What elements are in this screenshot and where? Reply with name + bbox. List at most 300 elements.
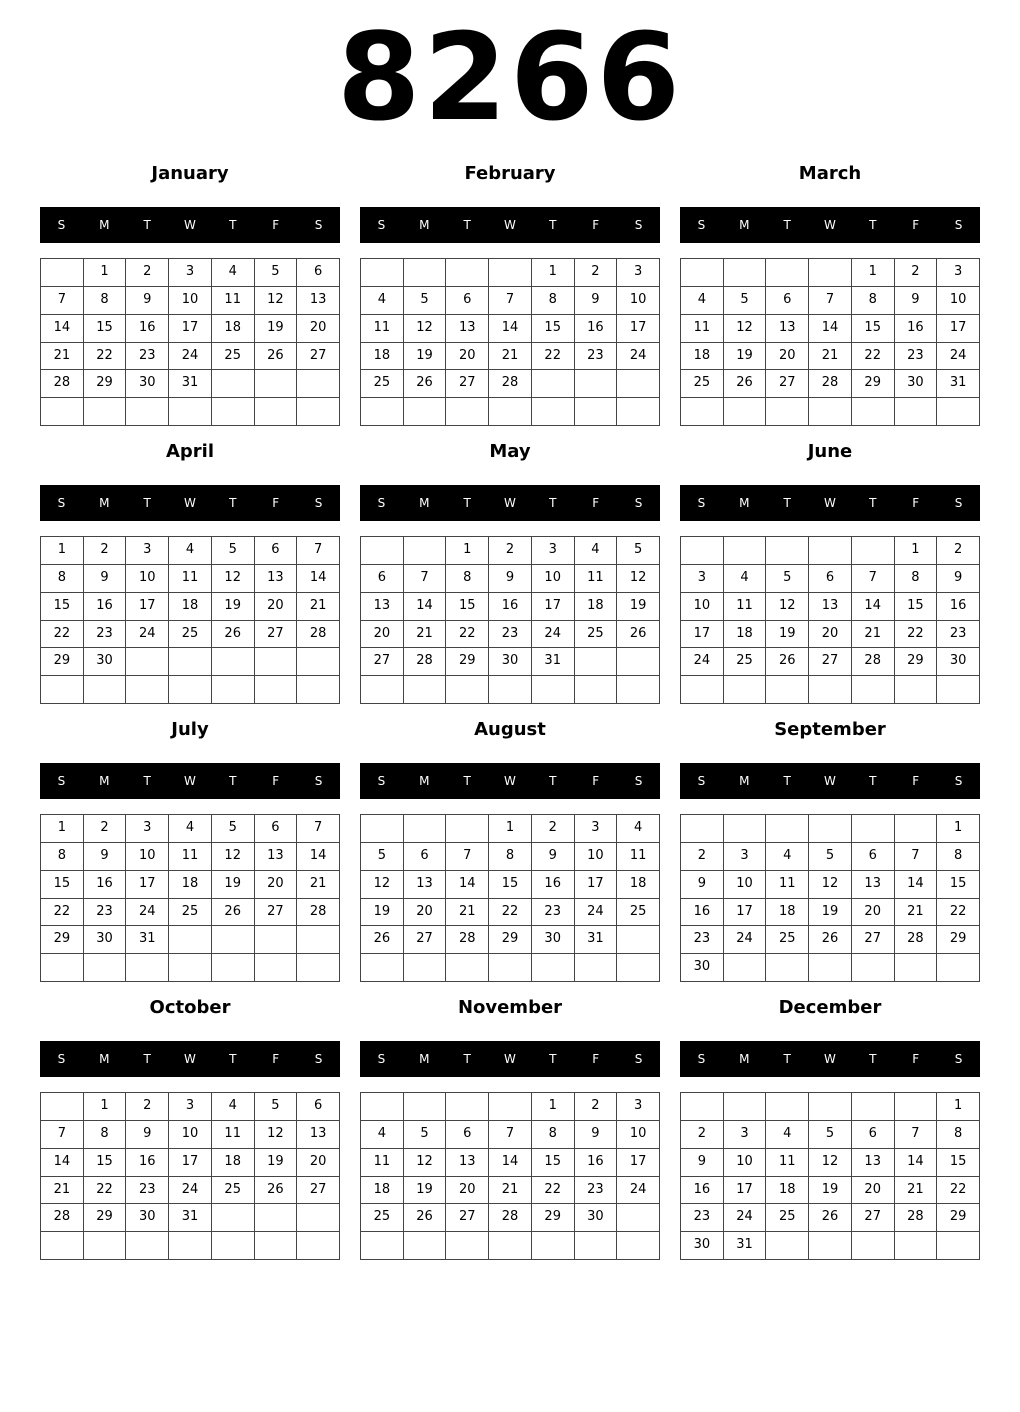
day-cell: 14 [489, 315, 532, 343]
month-name: June [807, 441, 853, 462]
day-grid [40, 1092, 340, 1260]
empty-day-cell [169, 676, 212, 704]
weekday-label: S [377, 496, 386, 510]
day-cell: 15 [532, 315, 575, 343]
empty-day-cell [404, 676, 447, 704]
weekday-label: T [229, 774, 237, 788]
weekday-label: S [314, 496, 323, 510]
day-cell: 4 [766, 1121, 809, 1149]
day-cell: 19 [361, 899, 404, 927]
day-cell: 27 [404, 926, 447, 954]
day-grid [360, 258, 660, 426]
day-cell: 10 [575, 843, 618, 871]
day-cell: 3 [937, 259, 980, 287]
empty-day-cell [852, 398, 895, 426]
empty-day-cell [255, 1204, 298, 1232]
day-cell: 4 [361, 287, 404, 315]
day-cell: 26 [404, 1204, 447, 1232]
day-cell: 15 [489, 871, 532, 899]
day-cell: 19 [766, 621, 809, 649]
weekday-label: W [184, 218, 196, 232]
empty-day-cell [617, 648, 660, 676]
day-cell: 3 [724, 843, 767, 871]
day-cell: 24 [169, 343, 212, 371]
day-cell: 25 [361, 1204, 404, 1232]
day-cell: 3 [575, 815, 618, 843]
empty-day-cell [297, 676, 340, 704]
day-cell: 4 [766, 843, 809, 871]
day-cell: 9 [937, 565, 980, 593]
day-grid [40, 258, 340, 426]
day-cell: 14 [404, 593, 447, 621]
month-july [40, 716, 340, 986]
empty-day-cell [809, 954, 852, 982]
weekday-label: T [783, 496, 791, 510]
day-cell: 26 [212, 899, 255, 927]
day-cell: 9 [681, 871, 724, 899]
day-cell: 25 [766, 926, 809, 954]
day-cell: 30 [84, 926, 127, 954]
day-cell: 29 [84, 1204, 127, 1232]
day-cell: 29 [41, 926, 84, 954]
day-cell: 24 [937, 343, 980, 371]
day-cell: 1 [895, 537, 938, 565]
day-cell: 28 [41, 370, 84, 398]
empty-day-cell [809, 815, 852, 843]
empty-day-cell [41, 954, 84, 982]
day-cell: 30 [489, 648, 532, 676]
day-cell: 31 [575, 926, 618, 954]
empty-day-cell [255, 676, 298, 704]
day-cell: 4 [724, 565, 767, 593]
day-cell: 15 [532, 1149, 575, 1177]
day-cell: 7 [41, 287, 84, 315]
month-august [360, 716, 660, 986]
empty-day-cell [575, 648, 618, 676]
day-cell: 22 [446, 621, 489, 649]
day-cell: 13 [255, 565, 298, 593]
weekday-label: M [99, 218, 110, 232]
day-cell: 20 [297, 1149, 340, 1177]
month-february [360, 160, 660, 430]
weekday-label: S [377, 774, 386, 788]
weekday-label: S [954, 1052, 963, 1066]
day-cell: 16 [937, 593, 980, 621]
weekday-label: S [57, 774, 66, 788]
empty-day-cell [766, 398, 809, 426]
empty-day-cell [766, 1093, 809, 1121]
empty-day-cell [446, 259, 489, 287]
day-cell: 16 [895, 315, 938, 343]
empty-day-cell [212, 926, 255, 954]
day-cell: 27 [361, 648, 404, 676]
empty-day-cell [126, 676, 169, 704]
day-cell: 12 [404, 1149, 447, 1177]
day-cell: 21 [852, 621, 895, 649]
weekday-label: W [184, 774, 196, 788]
day-cell: 20 [852, 1177, 895, 1205]
empty-day-cell [724, 954, 767, 982]
empty-day-cell [681, 259, 724, 287]
weekday-label: F [272, 218, 280, 232]
empty-day-cell [489, 676, 532, 704]
day-cell: 28 [297, 621, 340, 649]
day-cell: 27 [255, 899, 298, 927]
day-cell: 18 [361, 1177, 404, 1205]
day-cell: 14 [852, 593, 895, 621]
day-cell: 26 [809, 1204, 852, 1232]
empty-day-cell [489, 259, 532, 287]
empty-day-cell [575, 676, 618, 704]
empty-day-cell [446, 398, 489, 426]
day-cell: 15 [446, 593, 489, 621]
day-grid [360, 1092, 660, 1260]
day-cell: 4 [681, 287, 724, 315]
day-cell: 24 [169, 1177, 212, 1205]
day-cell: 31 [724, 1232, 767, 1260]
day-cell: 13 [446, 1149, 489, 1177]
day-cell: 18 [212, 315, 255, 343]
day-cell: 4 [575, 537, 618, 565]
weekday-label: M [99, 1052, 110, 1066]
empty-day-cell [84, 676, 127, 704]
weekday-label: S [634, 774, 643, 788]
month-name: February [464, 163, 556, 184]
day-cell: 14 [446, 871, 489, 899]
empty-day-cell [895, 398, 938, 426]
weekday-label: S [697, 218, 706, 232]
day-cell: 10 [532, 565, 575, 593]
empty-day-cell [617, 398, 660, 426]
day-cell: 2 [575, 259, 618, 287]
day-cell: 11 [361, 315, 404, 343]
weekday-label: W [824, 496, 836, 510]
empty-day-cell [809, 537, 852, 565]
empty-day-cell [895, 1232, 938, 1260]
day-cell: 5 [255, 1093, 298, 1121]
weekday-label: S [314, 218, 323, 232]
weekday-label: F [912, 496, 920, 510]
day-cell: 16 [575, 315, 618, 343]
day-cell: 18 [575, 593, 618, 621]
day-cell: 25 [766, 1204, 809, 1232]
day-cell: 15 [41, 593, 84, 621]
day-cell: 20 [255, 593, 298, 621]
empty-day-cell [852, 815, 895, 843]
day-cell: 28 [809, 370, 852, 398]
day-grid [360, 814, 660, 982]
day-cell: 24 [681, 648, 724, 676]
day-cell: 13 [809, 593, 852, 621]
empty-day-cell [361, 537, 404, 565]
day-cell: 31 [169, 370, 212, 398]
empty-day-cell [84, 954, 127, 982]
day-cell: 17 [937, 315, 980, 343]
month-name: March [798, 163, 862, 184]
day-cell: 18 [681, 343, 724, 371]
day-cell: 27 [809, 648, 852, 676]
day-cell: 6 [809, 565, 852, 593]
weekday-label: S [954, 774, 963, 788]
empty-day-cell [852, 954, 895, 982]
day-cell: 19 [212, 871, 255, 899]
day-cell: 17 [126, 593, 169, 621]
empty-day-cell [532, 676, 575, 704]
day-cell: 14 [809, 315, 852, 343]
day-cell: 14 [895, 1149, 938, 1177]
empty-day-cell [84, 1232, 127, 1260]
day-cell: 12 [255, 1121, 298, 1149]
empty-day-cell [809, 1093, 852, 1121]
day-cell: 7 [446, 843, 489, 871]
weekday-label: T [869, 218, 877, 232]
day-cell: 13 [852, 1149, 895, 1177]
weekday-label: T [783, 774, 791, 788]
day-cell: 15 [937, 871, 980, 899]
day-cell: 1 [84, 1093, 127, 1121]
day-cell: 19 [809, 899, 852, 927]
empty-day-cell [404, 398, 447, 426]
day-cell: 27 [446, 1204, 489, 1232]
empty-day-cell [575, 370, 618, 398]
day-cell: 26 [255, 343, 298, 371]
day-cell: 1 [532, 259, 575, 287]
day-cell: 10 [724, 1149, 767, 1177]
weekday-label: M [419, 774, 430, 788]
day-cell: 19 [255, 1149, 298, 1177]
day-cell: 7 [297, 815, 340, 843]
month-september [680, 716, 980, 986]
day-cell: 28 [446, 926, 489, 954]
day-cell: 1 [41, 815, 84, 843]
weekday-label: S [634, 1052, 643, 1066]
empty-day-cell [937, 398, 980, 426]
day-cell: 29 [895, 648, 938, 676]
day-cell: 8 [446, 565, 489, 593]
month-name: August [474, 719, 546, 740]
weekday-label: T [869, 1052, 877, 1066]
empty-day-cell [446, 954, 489, 982]
day-cell: 29 [446, 648, 489, 676]
day-cell: 18 [169, 593, 212, 621]
day-cell: 5 [212, 815, 255, 843]
day-cell: 15 [852, 315, 895, 343]
day-cell: 5 [404, 1121, 447, 1149]
day-cell: 22 [84, 343, 127, 371]
day-cell: 24 [126, 899, 169, 927]
weekday-label: W [504, 218, 516, 232]
day-cell: 28 [489, 370, 532, 398]
day-cell: 9 [126, 287, 169, 315]
day-cell: 14 [895, 871, 938, 899]
day-cell: 9 [489, 565, 532, 593]
empty-day-cell [724, 1093, 767, 1121]
empty-day-cell [809, 676, 852, 704]
weekday-header [680, 207, 980, 243]
weekday-label: M [739, 496, 750, 510]
day-cell: 4 [212, 259, 255, 287]
day-cell: 17 [126, 871, 169, 899]
day-cell: 25 [361, 370, 404, 398]
day-cell: 8 [84, 1121, 127, 1149]
weekday-label: F [592, 774, 600, 788]
weekday-header [680, 1041, 980, 1077]
day-cell: 3 [617, 1093, 660, 1121]
empty-day-cell [617, 926, 660, 954]
day-cell: 2 [681, 1121, 724, 1149]
month-january [40, 160, 340, 430]
empty-day-cell [532, 370, 575, 398]
empty-day-cell [852, 676, 895, 704]
empty-day-cell [212, 370, 255, 398]
day-cell: 9 [895, 287, 938, 315]
day-cell: 9 [681, 1149, 724, 1177]
day-cell: 16 [681, 1177, 724, 1205]
empty-day-cell [937, 676, 980, 704]
day-cell: 23 [126, 1177, 169, 1205]
day-cell: 1 [41, 537, 84, 565]
day-cell: 11 [766, 1149, 809, 1177]
day-cell: 6 [404, 843, 447, 871]
weekday-label: T [229, 218, 237, 232]
day-cell: 5 [212, 537, 255, 565]
day-cell: 25 [575, 621, 618, 649]
month-name: November [457, 997, 563, 1018]
day-cell: 29 [852, 370, 895, 398]
weekday-label: M [739, 774, 750, 788]
weekday-label: S [377, 218, 386, 232]
day-cell: 21 [489, 1177, 532, 1205]
day-cell: 8 [532, 287, 575, 315]
day-cell: 28 [895, 926, 938, 954]
day-cell: 1 [84, 259, 127, 287]
weekday-label: T [229, 496, 237, 510]
day-cell: 28 [852, 648, 895, 676]
weekday-label: W [504, 496, 516, 510]
day-grid [680, 536, 980, 704]
day-cell: 22 [489, 899, 532, 927]
month-name: July [171, 719, 209, 740]
weekday-label: T [229, 1052, 237, 1066]
day-cell: 30 [937, 648, 980, 676]
weekday-label: S [634, 496, 643, 510]
day-cell: 8 [41, 843, 84, 871]
day-cell: 2 [575, 1093, 618, 1121]
day-cell: 8 [489, 843, 532, 871]
day-cell: 28 [41, 1204, 84, 1232]
weekday-label: F [592, 218, 600, 232]
day-cell: 7 [809, 287, 852, 315]
day-cell: 4 [169, 537, 212, 565]
day-cell: 29 [84, 370, 127, 398]
day-cell: 7 [852, 565, 895, 593]
empty-day-cell [169, 926, 212, 954]
day-cell: 20 [766, 343, 809, 371]
day-cell: 4 [212, 1093, 255, 1121]
day-cell: 12 [212, 843, 255, 871]
day-cell: 17 [617, 1149, 660, 1177]
empty-day-cell [169, 954, 212, 982]
day-cell: 27 [255, 621, 298, 649]
day-cell: 14 [489, 1149, 532, 1177]
day-cell: 10 [617, 1121, 660, 1149]
empty-day-cell [446, 1093, 489, 1121]
day-cell: 9 [575, 287, 618, 315]
day-cell: 9 [532, 843, 575, 871]
empty-day-cell [169, 398, 212, 426]
day-cell: 4 [361, 1121, 404, 1149]
month-name: October [149, 997, 231, 1018]
month-april [40, 438, 340, 708]
day-cell: 24 [126, 621, 169, 649]
day-cell: 5 [809, 1121, 852, 1149]
day-cell: 19 [255, 315, 298, 343]
day-cell: 25 [681, 370, 724, 398]
day-cell: 7 [41, 1121, 84, 1149]
empty-day-cell [255, 926, 298, 954]
day-cell: 12 [361, 871, 404, 899]
empty-day-cell [575, 398, 618, 426]
day-cell: 2 [84, 815, 127, 843]
day-cell: 3 [532, 537, 575, 565]
empty-day-cell [532, 398, 575, 426]
empty-day-cell [255, 370, 298, 398]
day-cell: 24 [617, 1177, 660, 1205]
day-cell: 30 [532, 926, 575, 954]
day-cell: 24 [617, 343, 660, 371]
weekday-label: M [99, 774, 110, 788]
day-cell: 25 [212, 343, 255, 371]
empty-day-cell [617, 1204, 660, 1232]
day-cell: 30 [575, 1204, 618, 1232]
empty-day-cell [446, 676, 489, 704]
weekday-label: S [697, 1052, 706, 1066]
day-cell: 21 [489, 343, 532, 371]
weekday-label: S [314, 1052, 323, 1066]
day-cell: 26 [361, 926, 404, 954]
weekday-header [40, 485, 340, 521]
day-cell: 24 [575, 899, 618, 927]
weekday-label: F [592, 496, 600, 510]
day-cell: 1 [446, 537, 489, 565]
empty-day-cell [404, 259, 447, 287]
empty-day-cell [404, 537, 447, 565]
day-cell: 8 [852, 287, 895, 315]
day-cell: 1 [937, 815, 980, 843]
month-october [40, 994, 340, 1264]
day-cell: 12 [724, 315, 767, 343]
empty-day-cell [212, 648, 255, 676]
day-cell: 16 [681, 899, 724, 927]
day-cell: 22 [937, 1177, 980, 1205]
day-cell: 3 [724, 1121, 767, 1149]
month-name: September [774, 719, 886, 740]
day-grid [40, 814, 340, 982]
day-cell: 7 [297, 537, 340, 565]
empty-day-cell [489, 954, 532, 982]
day-cell: 6 [297, 1093, 340, 1121]
weekday-label: W [504, 1052, 516, 1066]
day-cell: 2 [126, 259, 169, 287]
day-grid [360, 536, 660, 704]
empty-day-cell [169, 648, 212, 676]
empty-day-cell [255, 954, 298, 982]
weekday-label: T [549, 218, 557, 232]
month-june [680, 438, 980, 708]
day-cell: 11 [724, 593, 767, 621]
day-cell: 18 [766, 899, 809, 927]
empty-day-cell [84, 398, 127, 426]
